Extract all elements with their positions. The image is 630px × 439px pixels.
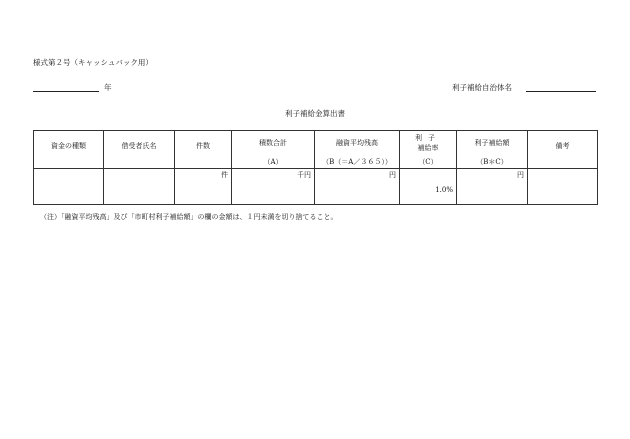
- cell-count[interactable]: [175, 169, 232, 205]
- header-total-product: 積数合計 （A）: [232, 131, 315, 169]
- total-unit: 千円: [297, 171, 311, 179]
- cell-rate: [400, 169, 457, 205]
- cell-fund-type[interactable]: [34, 169, 104, 205]
- year-label: 年: [104, 83, 112, 92]
- table-row: [34, 169, 598, 205]
- avg-unit: 円: [389, 171, 396, 179]
- count-unit: 件: [221, 171, 228, 179]
- cell-avg-balance[interactable]: [315, 169, 400, 205]
- calculation-table: [33, 130, 598, 205]
- header-subsidy: 利子補給額 （B＊C）: [457, 131, 528, 169]
- document-title: 利子補給金算出書: [285, 109, 345, 118]
- cell-borrower[interactable]: [104, 169, 175, 205]
- header-fund-type: 資金の種類: [34, 131, 104, 169]
- form-number: 様式第２号（キャッシュバック用）: [33, 58, 153, 67]
- cell-remarks[interactable]: [528, 169, 598, 205]
- header-remarks: 備考: [528, 131, 598, 169]
- year-blank-line: [33, 91, 99, 92]
- header-count: 件数: [175, 131, 232, 169]
- subsidy-unit: 円: [517, 171, 524, 179]
- cell-total-product[interactable]: [232, 169, 315, 205]
- cell-subsidy[interactable]: [457, 169, 528, 205]
- rate-value: 1.0%: [435, 186, 453, 194]
- entity-name-blank-line: [526, 91, 596, 92]
- entity-name-label: 利子補給自治体名: [452, 83, 512, 92]
- footnote: （注）「融資平均残高」及び「市町村利子補給額」の欄の金額は、１円未満を切り捨てること。: [40, 213, 338, 221]
- header-rate: 利子 補給率 （C）: [400, 131, 457, 169]
- header-avg-balance: 融資平均残高 （B（＝A／３６５））: [315, 131, 400, 169]
- header-borrower: 借受者氏名: [104, 131, 175, 169]
- table-header-row: [34, 131, 598, 169]
